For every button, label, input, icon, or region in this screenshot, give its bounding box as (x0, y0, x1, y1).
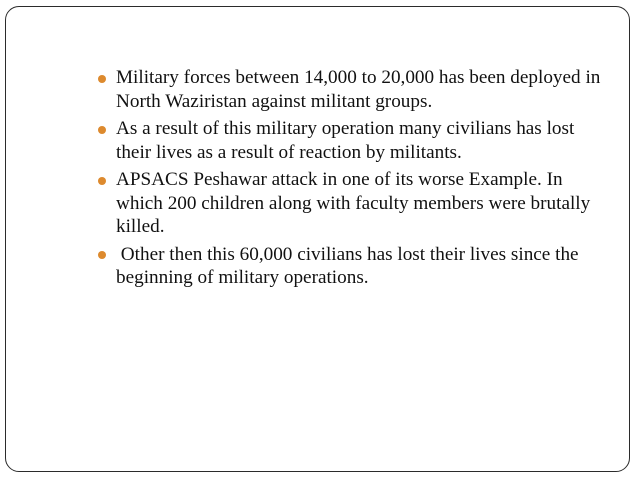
bullet-list (98, 66, 608, 294)
bullet-item-total-civilians (98, 243, 608, 290)
bullet-icon (98, 177, 106, 185)
bullet-text: Other then this 60,000 civilians has lost their lives since the beginning of military operations. (116, 243, 584, 288)
bullet-text: Military forces between 14,000 to 20,000 has been deployed in North Waziristan against militant groups. (116, 67, 606, 112)
bullet-icon (98, 126, 106, 134)
bullet-item-civilian-losses (98, 117, 608, 164)
bullet-icon (98, 251, 106, 259)
bullet-item-forces-deployed (98, 66, 608, 113)
bullet-text: As a result of this military operation many civilians has lost their lives as a result of reaction by militants. (116, 118, 580, 163)
bullet-icon (98, 75, 106, 83)
bullet-item-apsacs-attack (98, 168, 608, 239)
bullet-text: APSACS Peshawar attack in one of its worse Example. In which 200 children along with faculty members were brutally killed. (116, 169, 596, 237)
slide-frame (5, 6, 630, 472)
